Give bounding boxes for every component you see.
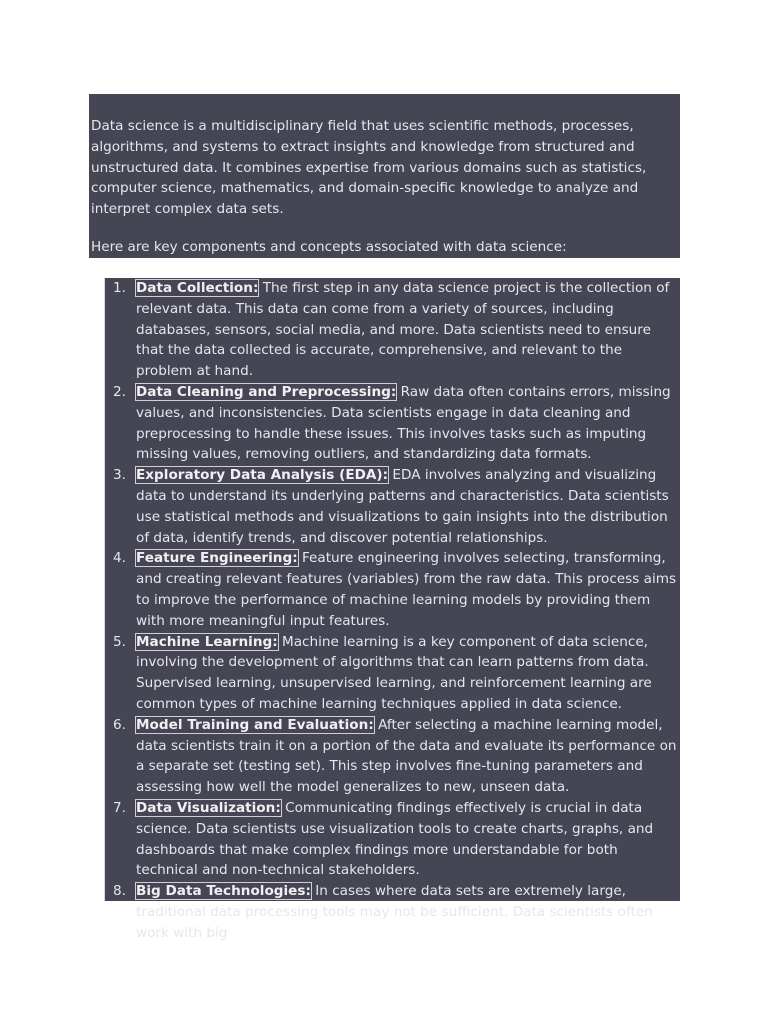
list-item	[105, 548, 680, 631]
components-list	[105, 278, 680, 944]
intro-paragraph: Data science is a multidisciplinary field that uses scientific methods, processes, algorithms, and systems to extract insights and knowledge from structured and unstructured data. It combines expertise from various domains such as statistics, computer science, mathematics, and domain-specific knowledge to analyze and interpret complex data sets.	[91, 118, 647, 218]
list-item	[105, 798, 680, 881]
item-number: 3.	[113, 467, 126, 484]
item-text: Machine learning is a key component of data science, involving the development of algorithms that can learn patterns from data. Supervised learning, unsupervised learning, and reinforcement learning are common types of machine learning techniques applied in data science.	[136, 633, 652, 712]
item-number: 5.	[113, 633, 126, 650]
list-item	[105, 632, 680, 715]
item-number: 7.	[113, 799, 126, 816]
list-item	[105, 382, 680, 465]
intro-block	[89, 94, 680, 258]
item-title: Big Data Technologies:	[136, 883, 311, 900]
item-number: 1.	[113, 280, 126, 296]
item-text: Raw data often contains errors, missing values, and inconsistencies. Data scientists engage in data cleaning and preprocessing to handle these issues. This involves tasks such as imputing missing values, removing outliers, and standardizing data formats.	[136, 383, 671, 463]
item-title: Data Visualization:	[136, 799, 281, 816]
list-item	[105, 465, 680, 548]
item-title: Machine Learning:	[136, 633, 278, 650]
intro-lead: Here are key components and concepts associated with data science:	[91, 238, 567, 255]
item-title: Data Cleaning and Preprocessing:	[136, 383, 397, 400]
item-text: Communicating findings effectively is crucial in data science. Data scientists use visualization tools to create charts, graphs, and dashboards that make complex findings more understandable for both technical and non-technical stakeholders.	[136, 799, 654, 879]
list-item	[105, 881, 680, 943]
item-text: Feature engineering involves selecting, transforming, and creating relevant features (variables) from the raw data. This process aims to improve the performance of machine learning models by providing them with more meaningful input features.	[136, 550, 677, 629]
item-title: Feature Engineering:	[136, 550, 298, 567]
item-text: EDA involves analyzing and visualizing data to understand its underlying patterns and characteristics. Data scientists use statistical methods and visualizations to gain insights into the distribution of data, identify trends, and discover potential relationships.	[136, 467, 669, 546]
item-number: 4.	[113, 550, 126, 567]
item-text: After selecting a machine learning model, data scientists train it on a portion of the data and evaluate its performance on a separate set (testing set). This step involves fine-tuning parameters and assessing how well the model generalizes to new, unseen data.	[136, 716, 677, 796]
item-title: Data Collection:	[136, 280, 259, 296]
item-number: 2.	[113, 383, 126, 400]
item-title: Exploratory Data Analysis (EDA):	[136, 467, 389, 484]
list-item	[105, 715, 680, 798]
list-item	[105, 278, 680, 382]
item-number: 6.	[113, 716, 126, 733]
components-list-block	[104, 278, 680, 941]
item-text: The first step in any data science project is the collection of relevant data. This data can come from a variety of sources, including databases, sensors, social media, and more. Data scientists need to ensure that the data collected is accurate, comprehensive, and relevant to the problem at hand.	[136, 280, 670, 380]
item-title: Model Training and Evaluation:	[136, 716, 374, 733]
item-number: 8.	[113, 883, 126, 900]
item-text: In cases where data sets are extremely large, traditional data processing tools may not be sufficient. Data scientists often work with big	[136, 883, 653, 941]
